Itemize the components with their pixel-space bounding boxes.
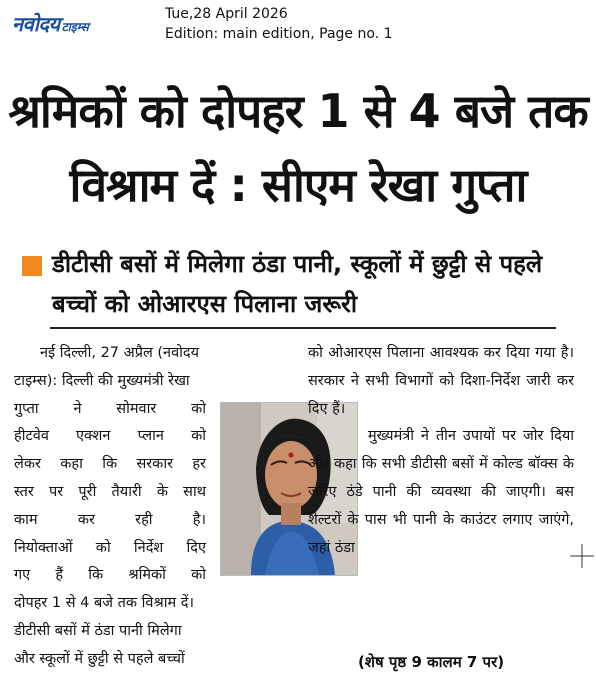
col1-line: काम कर रही है।	[14, 511, 206, 528]
sub-headline: डीटीसी बसों में मिलेगा ठंडा पानी, स्कूलों में छुट्टी से पहले बच्चों को ओआरएस पिलाना जरूरी	[52, 250, 543, 318]
col2-paragraph-1: को ओआरएस पिलाना आवश्यक कर दिया गया है। सरकार ने सभी विभागों को दिशा-निर्देश जारी कर दिए हैं।	[308, 345, 574, 417]
logo-main-text: नवोदय	[12, 12, 60, 36]
edition-date: Tue,28 April 2026	[165, 6, 288, 22]
newspaper-logo	[12, 10, 89, 36]
logo-sub-text: टाइम्स	[61, 20, 89, 34]
edition-page: Edition: main edition, Page no. 1	[165, 26, 393, 42]
col1-line: हीटवेव एक्शन प्लान को	[14, 428, 206, 445]
col1-line: गुप्ता ने सोमवार को	[14, 400, 206, 417]
col2-paragraph-2: मुख्यमंत्री ने तीन उपायों पर जोर दिया और कहा कि सभी डीटीसी बसों में कोल्ड बॉक्स के जरिए ठंडे पानी की व्यवस्था की जाएगी। बस शेल्टरों के पास भी पानी के काउंटर लगाए जाएंगे, जहां ठंडा	[308, 428, 574, 556]
col1-line: डीटीसी बसों में ठंडा पानी मिलेगा	[14, 622, 182, 639]
main-headline	[0, 74, 596, 222]
edition-info	[165, 4, 393, 44]
article-column-2	[308, 340, 574, 562]
col1-line: नई दिल्ली, 27 अप्रैल (नवोदय	[40, 345, 200, 361]
col1-line: दोपहर 1 से 4 बजे तक विश्राम दें।	[14, 595, 194, 612]
headline-line-1: श्रमिकों को दोपहर 1 से 4 बजे तक	[8, 84, 588, 138]
headline-line-2: विश्राम दें : सीएम रेखा गुप्ता	[69, 158, 527, 212]
square-bullet-icon	[22, 256, 42, 276]
col1-line: नियोक्ताओं को निर्देश दिए	[14, 539, 206, 556]
col1-line: लेकर कहा कि सरकार हर	[14, 456, 206, 473]
col1-line: और स्कूलों में छुट्टी से पहले बच्चों	[14, 650, 185, 667]
col1-line: टाइम्स): दिल्ली की मुख्यमंत्री रेखा	[14, 372, 190, 389]
registration-mark-icon	[570, 544, 594, 568]
continued-note: (शेष पृष्ठ 9 कालम 7 पर)	[357, 653, 505, 671]
col1-line: स्तर पर पूरी तैयारी के साथ	[14, 483, 206, 500]
masthead	[0, 0, 596, 46]
headline-divider	[50, 327, 556, 329]
col1-line: गए हैं कि श्रमिकों को	[14, 567, 206, 584]
